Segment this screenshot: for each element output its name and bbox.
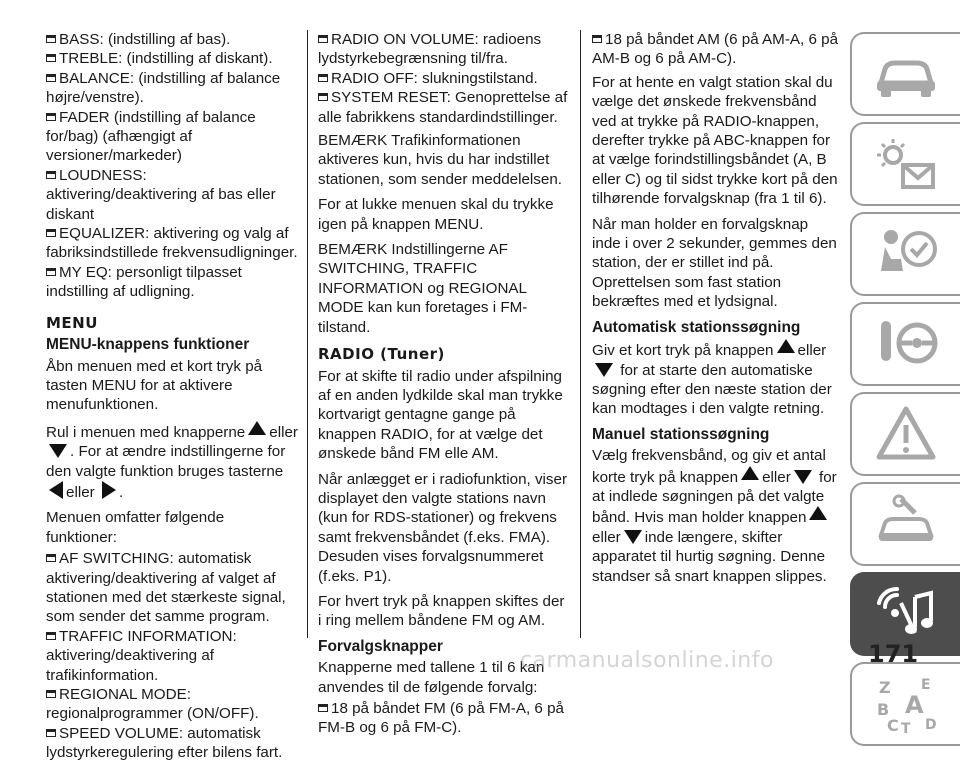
para-close-menu: For at lukke menuen skal du trykke igen på knappen MENU. xyxy=(318,196,554,233)
para-store-station: Når man holder en forvalgsknap inde i over 2 sekunder, gemmes den station, der er stillet ind på. Oprettelsen som fast station bekræftes med et lydsignal. xyxy=(592,215,837,311)
text: eller xyxy=(762,468,791,486)
bullet-square-icon xyxy=(46,554,56,562)
list-item-text: RADIO OFF: slukningstilstand. xyxy=(331,69,538,87)
subheading-menu-functions: MENU-knappens funktioner xyxy=(46,336,250,354)
list-item-text: RADIO ON VOLUME: radioens lydstyrkebegrænsning til/fra. xyxy=(318,31,542,68)
list-item-text: 18 på båndet FM (6 på FM-A, 6 på FM-B og 6 på FM-C). xyxy=(318,700,564,737)
bullet-square-icon xyxy=(318,93,328,101)
bullet-square-icon xyxy=(318,74,328,82)
index-letter: T xyxy=(901,721,911,735)
para-radio-display: Når anlægget er i radiofunktion, viser displayet den valgte stations navn (kun for RDS-stationer) og frekvens samt frekvensbåndet (f.eks. FMA). Desuden vises forvalgsnummeret (f.eks. P1). xyxy=(318,470,568,585)
list-item xyxy=(46,263,298,302)
list-item-text: BASS: (indstilling af bas). xyxy=(59,31,231,48)
bullet-square-icon xyxy=(318,35,328,43)
para-presets: Knapperne med tallene 1 til 6 kan anvendes til de følgende forvalg: xyxy=(318,659,545,696)
list-item-text: 18 på båndet AM (6 på AM-A, 6 på AM-B og 6 på AM-C). xyxy=(592,31,839,68)
text: inde længere, skifter apparatet til hurtig søgning. Denne standser så snart knappen slippes. xyxy=(592,528,827,585)
text: eller xyxy=(797,342,827,360)
bullet-square-icon xyxy=(46,268,56,276)
arrow-down-icon xyxy=(794,470,812,484)
bullet-square-icon xyxy=(46,690,56,698)
para-recall-station: For at hente en valgt station skal du vælge det ønskede frekvensbånd ved at trykke på RADIO-knappen, derefter trykke på ABC-knappen for at vælge forindstillingsbåndet (A, B eller C) og til sidst trykke kort på den tilhørende forvalgsknap (fra 1 til 6). xyxy=(592,73,838,208)
para-menu-functions: Menuen omfatter følgende funktioner: xyxy=(46,509,225,546)
bullet-list-presets-am xyxy=(592,30,840,69)
index-letter: D xyxy=(925,717,937,733)
text: for at indlede søgningen på det valgte bånd. Hvis man holder knappen xyxy=(592,468,837,527)
page-number: 171 xyxy=(868,640,919,668)
column-2 xyxy=(318,30,570,738)
bullet-square-icon xyxy=(318,704,328,712)
bullet-list-menu-cont xyxy=(318,30,570,127)
alphabet-index-icon xyxy=(871,673,941,735)
tab-emergency[interactable] xyxy=(850,392,960,476)
column-3 xyxy=(592,30,840,592)
index-letter: A xyxy=(905,691,924,719)
bullet-square-icon xyxy=(46,632,56,640)
bullet-list-presets xyxy=(318,699,570,738)
warning-light-envelope-icon xyxy=(871,133,941,195)
list-item-text: FADER (indstilling af balance for/bag) (afhængigt af versioner/markeder) xyxy=(46,108,256,165)
watermark: carmanualsonline.info xyxy=(520,648,774,673)
list-item-text: TRAFFIC INFORMATION: aktivering/deaktivering af trafikinformation. xyxy=(46,627,237,684)
wrench-car-icon xyxy=(871,493,941,555)
text: eller xyxy=(592,528,621,546)
tab-maintenance[interactable] xyxy=(850,482,960,566)
bullet-square-icon xyxy=(46,54,56,62)
list-item xyxy=(46,224,298,263)
list-item xyxy=(46,549,298,627)
warning-triangle-tools-icon xyxy=(871,403,941,465)
text: . xyxy=(118,483,124,501)
seat-airbag-icon xyxy=(871,223,941,285)
bullet-square-icon xyxy=(592,35,602,43)
heading-menu: MENU xyxy=(46,313,98,332)
multimedia-music-note-icon xyxy=(871,583,941,645)
bullet-square-icon xyxy=(46,35,56,43)
list-item xyxy=(318,88,570,127)
list-item-text: MY EQ: personligt tilpasset indstilling af udligning. xyxy=(46,263,242,301)
list-item xyxy=(318,30,570,69)
subheading-presets: Forvalgsknapper xyxy=(318,637,443,655)
list-item xyxy=(46,30,298,49)
subheading-auto-search: Automatisk stationssøgning xyxy=(592,318,801,336)
text: eller xyxy=(66,483,95,501)
list-item xyxy=(46,69,298,108)
list-item-text: TREBLE: (indstilling af diskant). xyxy=(59,50,273,68)
list-item-text: BALANCE: (indstilling af balance højre/venstre). xyxy=(46,69,281,107)
arrow-down-icon xyxy=(49,444,67,458)
bullet-square-icon xyxy=(46,229,56,237)
text: Giv et kort tryk på knappen xyxy=(592,342,774,360)
arrow-down-icon xyxy=(595,363,613,377)
list-item-text: SPEED VOLUME: automatisk lydstyrkeregulering efter bilens fart. xyxy=(46,724,283,762)
list-item-text: LOUDNESS: aktivering/deaktivering af bas eller diskant xyxy=(46,166,276,223)
para-radio-switch: For at skifte til radio under afspilning af en anden lydkilde skal man trykke kortvarigt gentagne gange på knappen RADIO, for at vælge det ønskede bånd FM elle AM. xyxy=(318,367,563,463)
para-open-menu: Åbn menuen med et kort tryk på tasten MENU for at aktivere menufunktionen. xyxy=(46,357,263,414)
column-1 xyxy=(46,30,298,763)
list-item xyxy=(46,166,298,224)
list-item-text: AF SWITCHING: automatisk aktivering/deaktivering af valget af stationen med det stærkeste signal, som sender det samme program. xyxy=(46,550,286,626)
bullet-square-icon xyxy=(46,729,56,737)
note-traffic: BEMÆRK Trafikinformationen aktiveres kun, hvis du har indstillet stationen, som sender meddelelsen. xyxy=(318,132,562,188)
tab-index[interactable] xyxy=(850,662,960,746)
bullet-list-audio xyxy=(46,30,298,302)
list-item-text: SYSTEM RESET: Genoprettelse af alle fabrikkens standardindstillinger. xyxy=(318,89,568,126)
list-item xyxy=(46,685,298,724)
tab-lights-messages[interactable] xyxy=(850,122,960,206)
tab-starting-driving[interactable] xyxy=(850,302,960,386)
list-item-text: REGIONAL MODE: regionalprogrammer (ON/OFF). xyxy=(46,686,259,723)
text: Vælg frekvensbånd, og giv et antal korte tryk på knappen xyxy=(592,447,826,486)
note-fm-only: BEMÆRK Indstillingerne AF SWITCHING, TRAFFIC INFORMATION og REGIONAL MODE kan kun foretages i FM-tilstand. xyxy=(318,241,528,336)
para-auto-search xyxy=(592,339,840,419)
index-letter: C xyxy=(887,716,899,735)
para-manual-search xyxy=(592,446,840,586)
list-item xyxy=(46,627,298,685)
column-divider xyxy=(580,30,581,638)
arrow-up-icon xyxy=(777,339,795,353)
para-radio-bands: For hvert tryk på knappen skiftes der i ring mellem båndene FM og AM. xyxy=(318,592,565,630)
heading-radio: RADIO (Tuner) xyxy=(318,345,445,364)
text: for at starte den automatiske søgning efter den næste station der kan modtages i den valgte retning. xyxy=(592,361,832,418)
list-item xyxy=(46,724,298,763)
para-menu-navigation xyxy=(46,421,298,503)
index-letter: E xyxy=(921,677,931,693)
column-divider xyxy=(307,30,308,638)
list-item xyxy=(592,30,840,69)
arrow-up-icon xyxy=(741,466,759,480)
text: Rul i menuen med knapperne xyxy=(46,423,246,441)
text: eller xyxy=(269,423,298,441)
index-letter: Z xyxy=(879,678,891,697)
arrow-up-icon xyxy=(809,506,827,520)
tab-safety[interactable] xyxy=(850,212,960,296)
key-steering-wheel-icon xyxy=(871,313,941,375)
arrow-left-icon xyxy=(49,481,63,499)
list-item xyxy=(46,49,298,68)
bullet-list-menu xyxy=(46,549,298,762)
bullet-square-icon xyxy=(46,74,56,82)
index-letter: B xyxy=(877,700,890,719)
list-item xyxy=(46,108,298,166)
list-item xyxy=(318,699,570,738)
list-item-text: EQUALIZER: aktivering og valg af fabriksindstillede frekvensudligninger. xyxy=(46,225,298,262)
subheading-manual-search: Manuel stationssøgning xyxy=(592,425,770,443)
car-icon xyxy=(871,43,941,105)
list-item xyxy=(318,69,570,88)
arrow-up-icon xyxy=(248,421,266,435)
bullet-square-icon xyxy=(46,171,56,179)
arrow-down-icon xyxy=(624,530,642,544)
text: . For at ændre indstillingerne for den valgte funktion bruges tasterne xyxy=(46,443,286,480)
tab-car-overview[interactable] xyxy=(850,32,960,116)
bullet-square-icon xyxy=(46,113,56,121)
arrow-right-icon xyxy=(102,481,116,499)
